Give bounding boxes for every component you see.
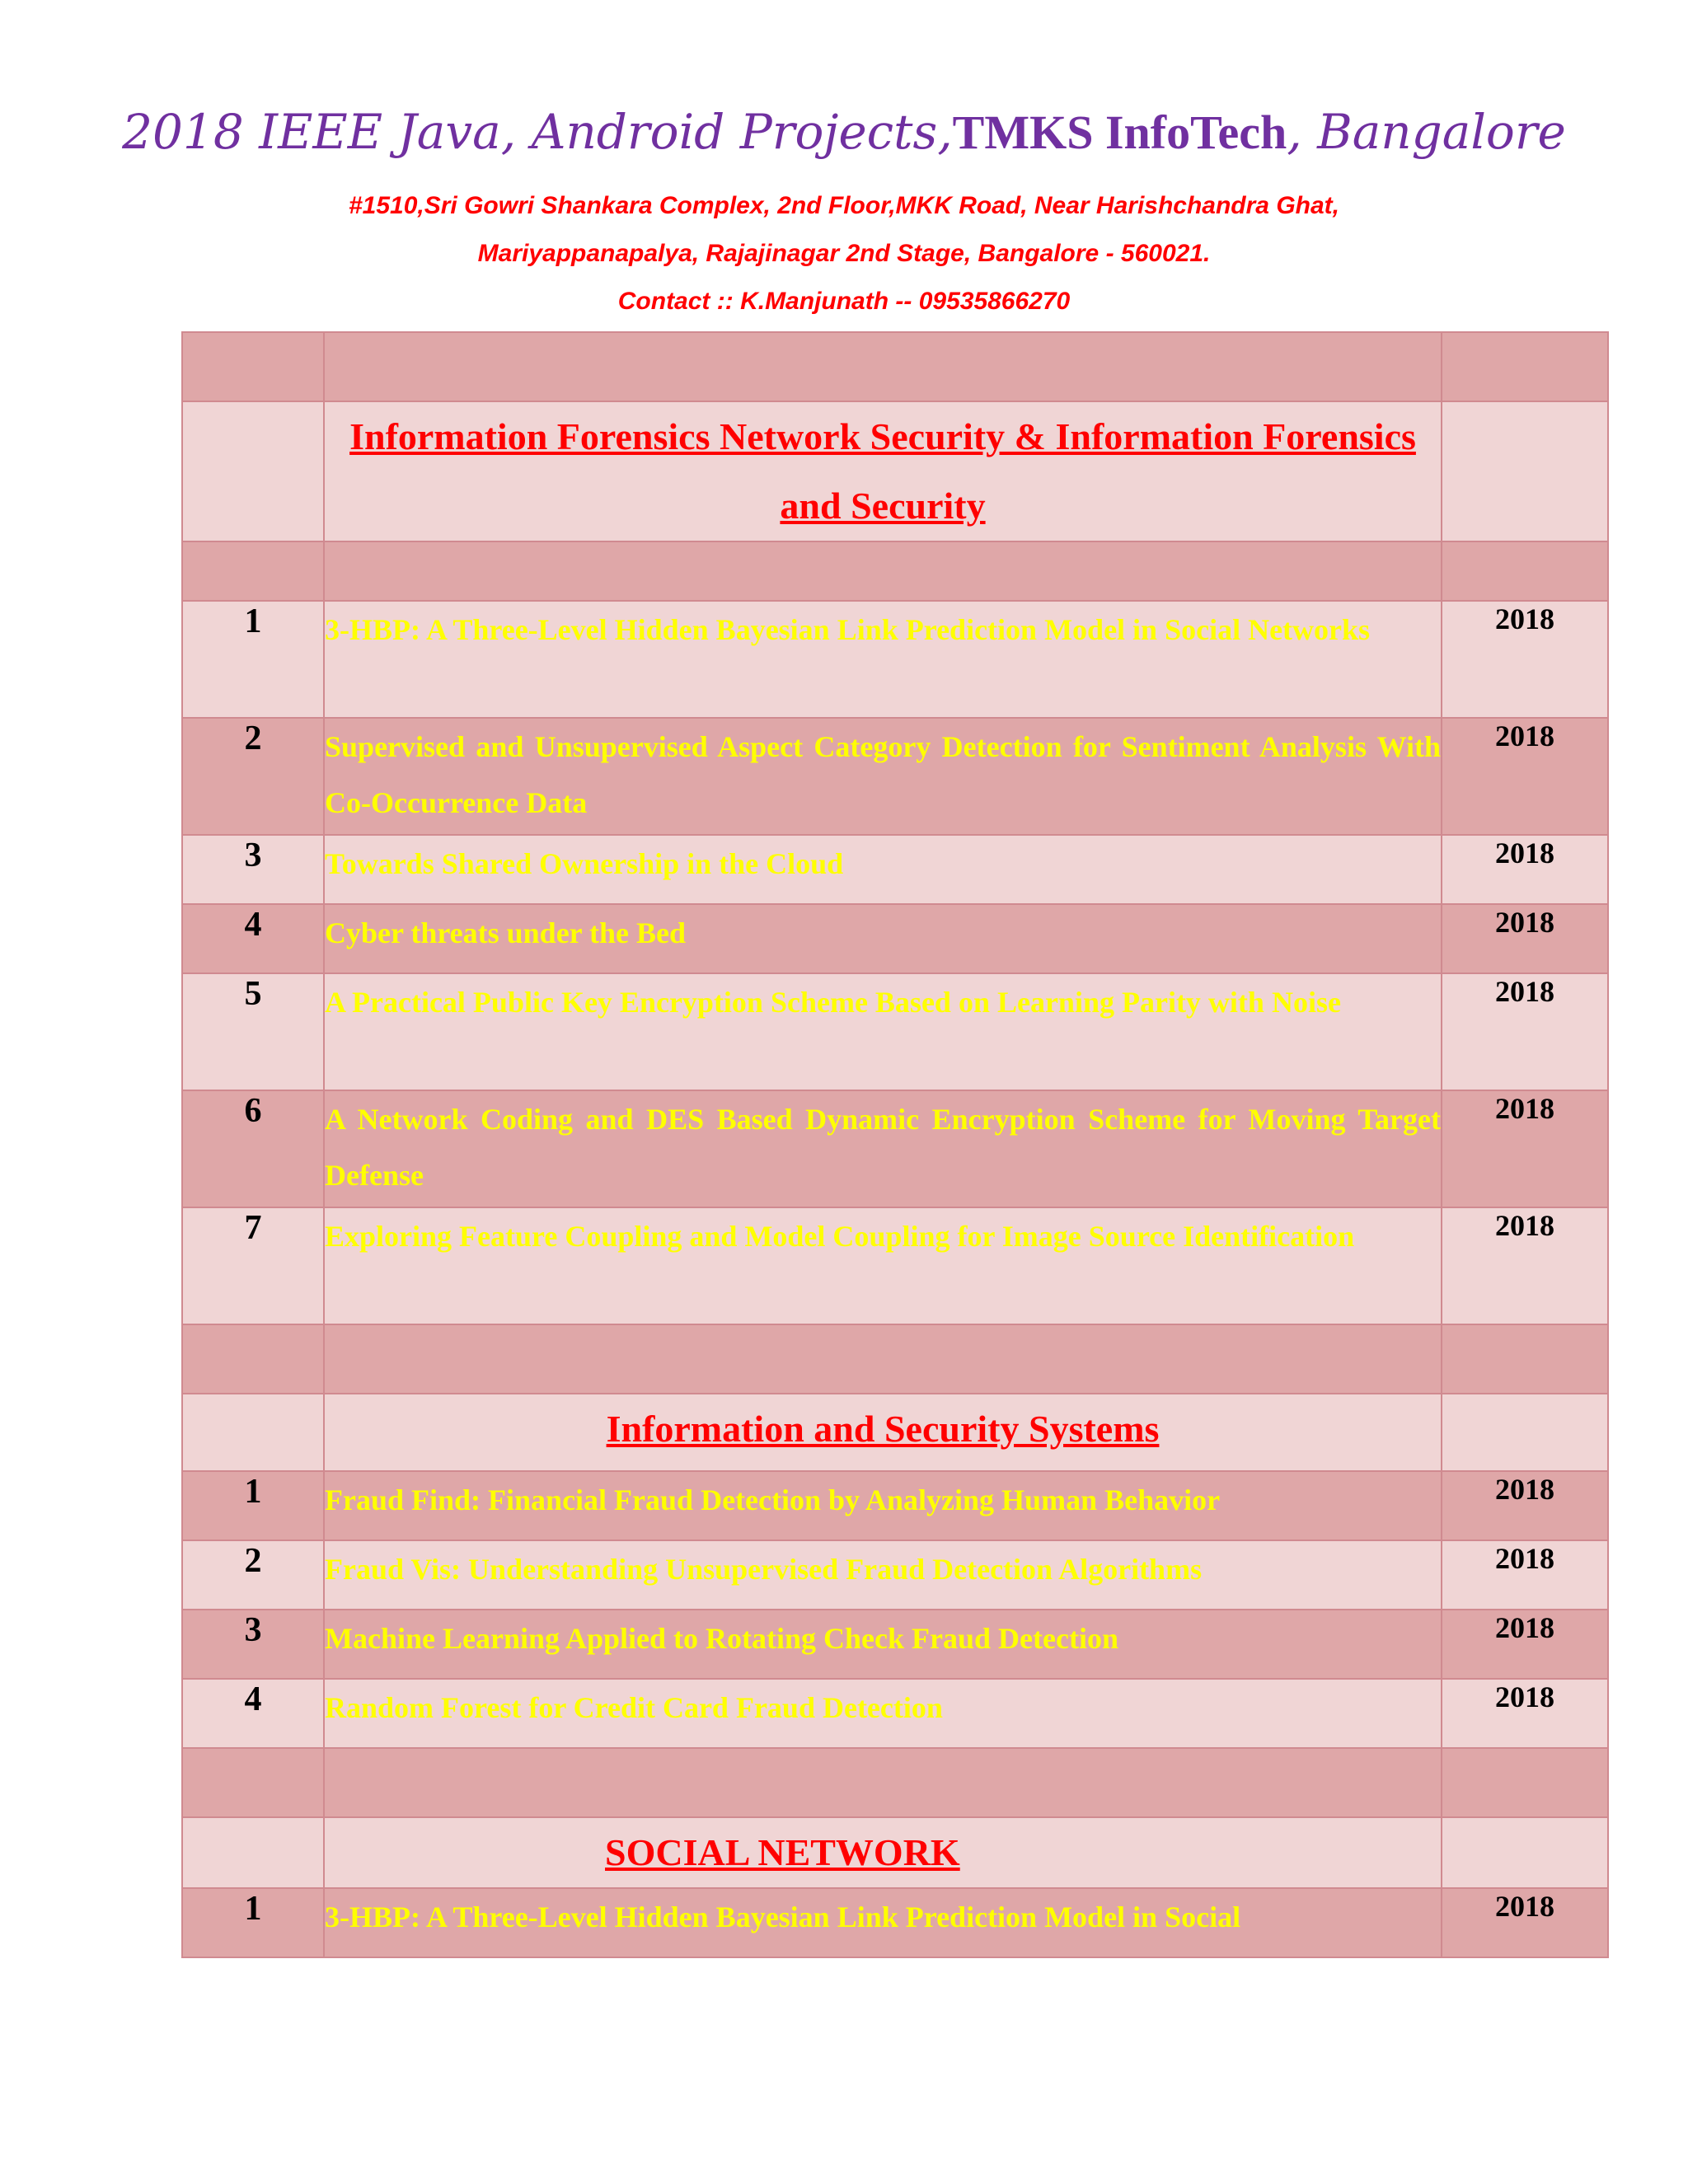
project-title: Cyber threats under the Bed xyxy=(324,904,1442,973)
table-row xyxy=(182,1540,1608,1610)
table-row xyxy=(182,835,1608,904)
section-header-row xyxy=(182,1817,1608,1888)
document-header xyxy=(0,99,1688,326)
section-title: Information Forensics Network Security & Information Forensics and Security xyxy=(349,415,1416,527)
project-year: 2018 xyxy=(1442,904,1608,973)
project-year: 2018 xyxy=(1442,1888,1608,1957)
table-row xyxy=(182,1679,1608,1748)
table-row xyxy=(182,973,1608,1090)
project-year: 2018 xyxy=(1442,718,1608,835)
row-number: 7 xyxy=(182,1207,324,1324)
table-row xyxy=(182,1471,1608,1540)
project-year: 2018 xyxy=(1442,1540,1608,1610)
table-row xyxy=(182,1090,1608,1207)
project-year: 2018 xyxy=(1442,1610,1608,1679)
spacer-row xyxy=(182,1324,1608,1394)
row-number: 1 xyxy=(182,601,324,718)
address-line-2: Mariyappanapalya, Rajajinagar 2nd Stage, Bangalore - 560021. xyxy=(477,240,1211,267)
row-number: 4 xyxy=(182,904,324,973)
table-row xyxy=(182,1207,1608,1324)
project-year: 2018 xyxy=(1442,1090,1608,1207)
project-title: 3-HBP: A Three-Level Hidden Bayesian Link Prediction Model in Social Networks xyxy=(324,601,1442,718)
project-year: 2018 xyxy=(1442,1207,1608,1324)
section-header-row xyxy=(182,1394,1608,1471)
company-name: TMKS InfoTech xyxy=(952,105,1287,159)
spacer-row xyxy=(182,541,1608,601)
row-number: 3 xyxy=(182,835,324,904)
row-number: 3 xyxy=(182,1610,324,1679)
table-row xyxy=(182,904,1608,973)
row-number: 1 xyxy=(182,1471,324,1540)
table-row xyxy=(182,1610,1608,1679)
project-year: 2018 xyxy=(1442,835,1608,904)
project-title: Random Forest for Credit Card Fraud Detection xyxy=(324,1679,1442,1748)
project-year: 2018 xyxy=(1442,1471,1608,1540)
row-number: 4 xyxy=(182,1679,324,1748)
address-line-1: #1510,Sri Gowri Shankara Complex, 2nd Floor,MKK Road, Near Harishchandra Ghat, xyxy=(348,192,1339,219)
project-year: 2018 xyxy=(1442,601,1608,718)
project-title: Machine Learning Applied to Rotating Check Fraud Detection xyxy=(324,1610,1442,1679)
project-title: 3-HBP: A Three-Level Hidden Bayesian Link Prediction Model in Social xyxy=(324,1888,1442,1957)
project-title: A Network Coding and DES Based Dynamic Encryption Scheme for Moving Target Defense xyxy=(324,1090,1442,1207)
project-year: 2018 xyxy=(1442,1679,1608,1748)
section-header-row xyxy=(182,401,1608,541)
table-row xyxy=(182,718,1608,835)
contact-line: Contact :: K.Manjunath -- 09535866270 xyxy=(617,288,1071,315)
project-title: A Practical Public Key Encryption Scheme Based on Learning Parity with Noise xyxy=(324,973,1442,1090)
title-part-1: 2018 IEEE Java, Android Projects, xyxy=(122,104,953,160)
table-row xyxy=(182,601,1608,718)
title-part-2: , Bangalore xyxy=(1287,104,1566,160)
project-title: Towards Shared Ownership in the Cloud xyxy=(324,835,1442,904)
project-title: Supervised and Unsupervised Aspect Category Detection for Sentiment Analysis With Co-Occurrence Data xyxy=(324,718,1442,835)
row-number: 2 xyxy=(182,1540,324,1610)
section-title: SOCIAL NETWORK xyxy=(605,1831,960,1873)
spacer-row xyxy=(182,1748,1608,1817)
page-title xyxy=(0,99,1688,166)
projects-table xyxy=(181,331,1609,1958)
project-title: Exploring Feature Coupling and Model Coupling for Image Source Identification xyxy=(324,1207,1442,1324)
row-number: 6 xyxy=(182,1090,324,1207)
section-title: Information and Security Systems xyxy=(606,1408,1160,1450)
table-row xyxy=(182,1888,1608,1957)
project-title: Fraud Vis: Understanding Unsupervised Fraud Detection Algorithms xyxy=(324,1540,1442,1610)
row-number: 5 xyxy=(182,973,324,1090)
project-year: 2018 xyxy=(1442,973,1608,1090)
spacer-row xyxy=(182,332,1608,401)
row-number: 1 xyxy=(182,1888,324,1957)
project-title: Fraud Find: Financial Fraud Detection by Analyzing Human Behavior xyxy=(324,1471,1442,1540)
row-number: 2 xyxy=(182,718,324,835)
